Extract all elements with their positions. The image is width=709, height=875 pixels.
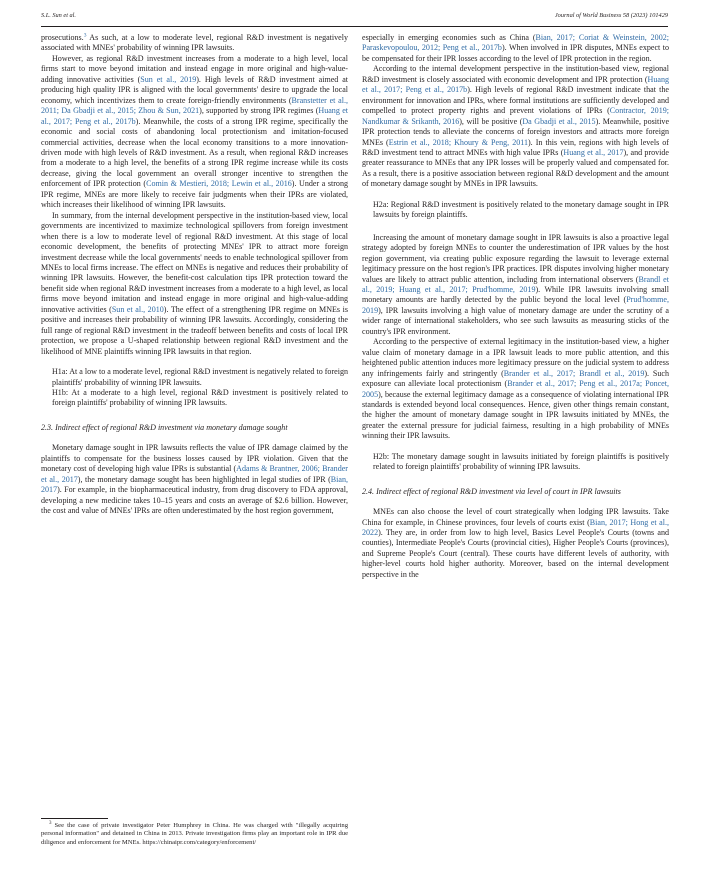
- footnote: [41, 822, 348, 847]
- paragraph: [362, 337, 669, 442]
- paragraph-text: ), because the external legitimacy damage as a consequence of violating international IPR standards is extended beyond local consequences. Hence, given other things remain constant, the higher the amount of monetary damage sought in IPR lawsuits initiated by MNEs, the greater the external pressure for judicial fairness, resulting in a high probability of MNEs winning their IPR lawsuits.: [362, 389, 669, 441]
- paragraph: [362, 33, 669, 64]
- paragraph-text: However, as regional R&D investment increases from a moderate to a high level, local firms start to move beyond imitation and instead engage in more original and high-value-adding innovative activities (: [41, 53, 348, 84]
- footnote-text: See the case of private investigator Peter Humphrey in China. He was charged with "illegally acquiring personal information" and detained in China in 2013. Private investigation firms play an important role in IPR due diligence and enforcement for MNEs. https://chinaipr.com/category/enforcement/: [41, 822, 348, 846]
- citation-link[interactable]: Bian, 2017; Coriat & Weinstein, 2002; Paraskevopoulou, 2012; Peng et al., 2017b: [362, 33, 669, 53]
- paragraph: [41, 211, 348, 357]
- citation-link[interactable]: Contractor, 2019; Nandkumar & Srikanth, 2016: [362, 106, 669, 126]
- citation-link[interactable]: Sun et al., 2019: [140, 74, 197, 84]
- paragraph-text: ), supported by strong IPR regimes (: [199, 106, 319, 116]
- citation-link[interactable]: Estrin et al., 2018; Khoury & Peng, 2011: [388, 137, 528, 147]
- paragraph-text: MNEs can also choose the level of court strategically when lodging IPR lawsuits. Take China for example, in Chinese provinces, four levels of courts exist (: [362, 507, 669, 527]
- paragraph-text: ), will be positive (: [459, 116, 523, 126]
- paragraph: [41, 54, 348, 211]
- citation-link[interactable]: Bian, 2017; Hong et al., 2022: [362, 517, 670, 538]
- paragraph-text: especially in emerging economies such as China (: [362, 33, 536, 42]
- paragraph-text: ). High levels of R&D investment aimed at producing high quality IPR is aligned with the local governments' desire to upgrade the local economy, which incentivizes them to create foreign-friendly environments (: [41, 74, 348, 105]
- paragraph-text: As such, at a low to moderate level, regional R&D investment is negatively associated with MNEs' probability of winning IPR lawsuits.: [41, 33, 348, 53]
- paragraph-text: ). Meanwhile, the costs of a strong IPR regime, specifically the economic and social costs of abandoning local protectionism and imitation-focused commercial activities, decrease when the local economy transitions to a more innovation-driven mode with high levels of R&D investment. As a result, when regional R&D increases from a moderate to a high level, the benefits of a strong IPR regime increase while its costs decrease, giving the local government an overall stronger incentive to strengthen the enforcement of IPR protection (: [41, 116, 348, 189]
- paragraph-text: Monetary damage sought in IPR lawsuits reflects the value of IPR damage claimed by the plaintiffs to compensate for the business losses caused by IPR violation. Given that the monetary cost of developing high value IPRs is substantial (: [41, 443, 348, 474]
- paragraph-text: prosecutions.: [41, 33, 84, 42]
- paragraph-text: According to the perspective of external legitimacy in the institution-based view, a higher value claim of monetary damage in a IPR lawsuit leads to more public attention, and this heightened public attention induces more legitimacy pressure on the judicial system to address any infringements fairly and stringently (: [362, 337, 669, 378]
- paragraph-text: ). The effect of a strengthening IPR regime on MNEs is positive and increases their probability of winning IPR lawsuits. Accordingly, considering the full range of regional R&D investment in the tradeoff between benefits and costs of local IPR protection, we propose a U-shaped relationship between regional R&D investment and the likelihood of MNE plaintiffs winning IPR lawsuits in that region.: [41, 304, 348, 356]
- running-head-journal: Journal of World Business 58 (2023) 101429: [554, 12, 668, 19]
- paragraph-text: Increasing the amount of monetary damage sought in IPR lawsuits is also a proactive legal strategy adopted by foreign MNEs to counter the underestimation of IPR values by the host region government, via creating public exposure regarding the lawsuit to leverage external legitimacy pressure on the host region's IPR practices. IPR disputes involving higher monetary values are likely to attract public attention, including from international observers (: [362, 232, 669, 284]
- citation-link[interactable]: Brander et al., 2017; Peng et al., 2017a; Poncet, 2005: [362, 379, 670, 399]
- paragraph-text: ). Under a strong IPR regime, MNEs are more likely to receive fair judgments when their IPRs are violated, which increases their likelihood of winning IPR lawsuits.: [41, 179, 348, 210]
- citation-link[interactable]: Sun et al., 2010: [111, 304, 164, 314]
- paragraph-text: ). For example, in the biopharmaceutical industry, from drug discovery to FDA approval, developing a new medicine takes 10–15 years and costs an average of $2.6 billion. However, the cost and value of MNEs' IPRs are often underestimated by the host region government,: [41, 485, 348, 516]
- section-heading-2-3: 2.3. Indirect effect of regional R&D investment via monetary damage sought: [41, 422, 288, 432]
- paragraph: [362, 233, 669, 338]
- section-heading-2-4: 2.4. Indirect effect of regional R&D investment via level of court in IPR lawsuits: [362, 486, 621, 496]
- paragraph-text: ). Meanwhile, positive IPR protection tends to alleviate the concerns of foreign investors and attracts more foreign MNEs (: [362, 116, 670, 147]
- hypothesis-h1: [41, 367, 348, 409]
- citation-link[interactable]: Bian, 2017: [41, 474, 348, 495]
- paragraph-text: ), the monetary damage sought has been highlighted in legal studies of IPR (: [77, 474, 331, 484]
- paragraph-text: ). When involved in IPR disputes, MNEs expect to be compensated for their IPR losses according to the level of IPR protection in the region.: [362, 43, 669, 63]
- paragraph-text: ). High levels of regional R&D investment indicate that the environment for innovation and IPRs, where formal institutions are sufficiently developed and compelled to protect property rights and prevent violations of IPRs (: [362, 85, 670, 116]
- left-column: [41, 33, 348, 516]
- citation-link[interactable]: Huang et al., 2017; Peng et al., 2017b: [41, 106, 348, 126]
- citation-link[interactable]: Comin & Mestieri, 2018; Lewin et al., 2016: [146, 179, 292, 189]
- footnote-marker[interactable]: 3: [83, 32, 87, 39]
- hypothesis-h2b: H2b: The monetary damage sought in lawsuits initiated by foreign plaintiffs is positively related to foreign plaintiffs' probability of winning IPR lawsuits.: [373, 451, 669, 472]
- paragraph: [41, 33, 348, 54]
- citation-link[interactable]: Prud'homme, 2019: [362, 295, 669, 315]
- running-head-authors: S.L. Sun et al.: [41, 12, 76, 19]
- citation-link[interactable]: Huang et al., 2017: [563, 147, 624, 157]
- footnote-number: 3: [49, 820, 52, 826]
- paragraph-text: ), IPR lawsuits involving a high value of monetary damage are under the scrutiny of a wider range of international stakeholders, who see such lawsuits as measuring sticks of the country's IPR environment.: [362, 305, 669, 336]
- citation-link[interactable]: Brander et al., 2017; Brandl et al., 2019: [503, 368, 645, 378]
- paragraph: [41, 443, 348, 516]
- citation-link[interactable]: Huang et al., 2017; Peng et al., 2017b: [362, 74, 669, 95]
- citation-link[interactable]: Da Gbadji et al., 2015: [522, 116, 596, 126]
- paragraph: [362, 507, 669, 580]
- paragraph-text: ). They are, in order from low to high level, Basics Level People's Courts (towns and counties), Intermediate People's Courts (provincial cities), Higher People's Courts (provinces), and Supreme People's Court (central). These courts have different levels of authority, with higher-level courts hold higher authority. Moreover, based on the internal development perspective in the: [362, 528, 669, 579]
- hypothesis-h1a: H1a: At a low to a moderate level, regional R&D investment is negatively related to foreign plaintiffs' probability of winning IPR lawsuits.: [52, 367, 348, 387]
- paragraph-text: ). While IPR lawsuits involving small monetary amounts are hardly detected by the public beyond the local level (: [362, 284, 669, 305]
- hypothesis-h1b: H1b: At a moderate to a high level, regional R&D investment is positively related to foreign plaintiffs' probability of winning IPR lawsuits.: [52, 387, 348, 408]
- paragraph-text: ), and provide greater reassurance to MNEs that any IPR losses will be properly valued and compensated for. As a result, there is a positive association between regional R&D development and the amount of monetary damage sought by MNEs in IPR lawsuits.: [362, 147, 669, 189]
- footnote-rule: [41, 818, 108, 819]
- paragraph-text: According to the internal development perspective in the institution-based view, regional R&D investment is closely associated with economic development and IPR protection (: [362, 64, 669, 84]
- paragraph-text: ). Such exposure can alleviate local protectionism (: [362, 368, 670, 389]
- citation-link[interactable]: Brandl et al., 2019; Huang et al., 2017; Prud'homme, 2019: [362, 274, 669, 294]
- citation-link[interactable]: Adams & Brantner, 2006; Brander et al., 2017: [41, 464, 348, 484]
- right-column: [362, 33, 669, 580]
- paragraph-text: In summary, from the internal development perspective in the institution-based view, local governments are incentivized to maximize technological spillovers from foreign investment when there is a low to moderate level of regional R&D investment. At this stage of local economic development, the benefits of protecting MNEs' IPR to attract more foreign investment decrease while the local governments' needs to enable technological spillover from MNEs to local firms increase. The effect on MNEs is negative and reduces their probability of winning IPR lawsuits. However, the benefit-cost calculation tips IPR protection toward the benefit side when regional R&D investment increases from a moderate to a high level, as local firms move beyond imitation and instead engage in more original and high-value-adding innovative activities (: [41, 210, 348, 314]
- citation-link[interactable]: Branstetter et al., 2011; Da Gbadji et al., 2015; Zhou & Sun, 2021: [41, 95, 348, 116]
- hypothesis-h2a: H2a: Regional R&D investment is positively related to the monetary damage sought in IPR lawsuits by foreign plaintiffs.: [373, 199, 669, 220]
- header-rule: [41, 26, 668, 27]
- paragraph: [362, 64, 669, 189]
- paragraph-text: ). In this vein, regions with high levels of R&D investment tend to attract MNEs with high value IPRs (: [362, 137, 669, 157]
